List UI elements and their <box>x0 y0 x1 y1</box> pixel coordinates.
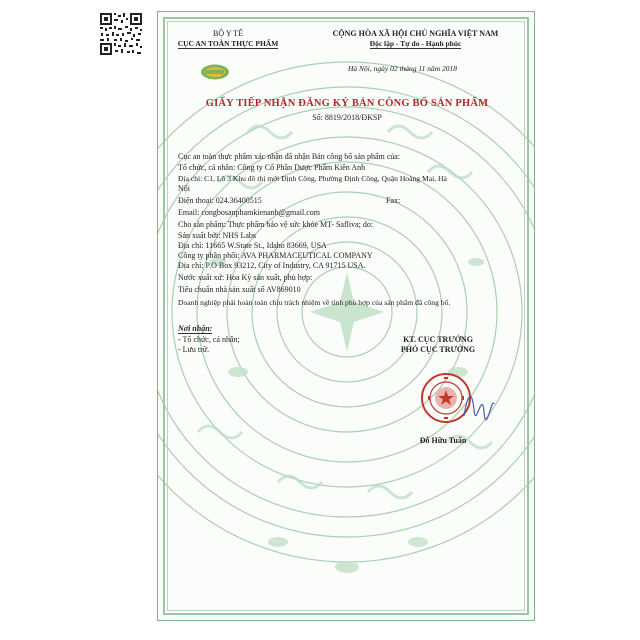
republic-name: CỘNG HÒA XÃ HỘI CHỦ NGHĨA VIỆT NAM <box>332 29 499 38</box>
ministry-name: BỘ Y TẾ <box>213 29 243 38</box>
signature-role: PHÓ CỤC TRƯỞNG <box>400 345 476 354</box>
signer-name: Đỗ Hữu Tuấn <box>419 436 467 445</box>
recipients-label: Nơi nhận: <box>178 324 213 333</box>
issue-date: Hà Nội, ngày 02 tháng 11 năm 2018 <box>348 64 458 73</box>
body-standard: Tiêu chuẩn nhà sản xuất số AV869010 <box>178 285 301 294</box>
recipient-item: - Tổ chức, cá nhân; <box>178 335 240 344</box>
body-product: Cho sản phẩm: Thực phẩm bảo vệ sức khỏe MT- Safliva; do: <box>178 220 374 229</box>
body-intro: Cục an toàn thực phẩm xác nhận đã nhận Bản công bố sản phẩm của: <box>178 152 401 161</box>
food-safety-logo <box>200 64 230 80</box>
document-title: GIẤY TIẾP NHẬN ĐĂNG KÝ BẢN CÔNG BỐ SẢN PHẨM <box>205 98 489 109</box>
body-responsibility: Doanh nghiệp phải hoàn toàn chịu trách nhiệm về tính phù hợp của sản phẩm đã công bố. <box>178 298 451 307</box>
document-number: Số: 8819/2018/ĐKSP <box>312 113 382 122</box>
body-phone: Điện thoại: 024.36400515 <box>178 196 262 205</box>
body-origin: Nước xuất xứ: Hoa Kỳ sản xuất, phù hợp: <box>178 273 313 282</box>
signature-on-behalf: KT. CỤC TRƯỞNG <box>403 335 473 344</box>
qr-code <box>99 12 143 56</box>
body-maker-address: Địa chỉ: 11665 W.State St., Idaho 83669, USA <box>178 241 327 250</box>
body-distributor-address: Địa chỉ: P.O Box 93212, City of Industry, CA 91715 USA. <box>178 261 366 270</box>
decorative-frame-inner <box>167 21 525 611</box>
handwritten-signature <box>458 382 498 422</box>
body-address: Địa chỉ: C1, Lô 3 Khu đô thị mới Định Công, Phường Định Công, Quận Hoàng Mai, Hà <box>178 174 447 183</box>
recipient-item: - Lưu trữ. <box>178 345 210 354</box>
certificate-document <box>157 11 535 621</box>
national-motto: Độc lập - Tự do - Hạnh phúc <box>369 39 462 48</box>
department-name: CỤC AN TOÀN THỰC PHẨM <box>177 39 279 48</box>
body-address-cont: Nội <box>178 184 190 193</box>
body-fax: Fax: <box>386 196 401 205</box>
body-distributor: Công ty phân phối: AVA PHARMACEUTICAL COMPANY <box>178 251 373 260</box>
body-maker: Sản xuất bởi: NHS Labs <box>178 231 257 240</box>
body-organization: Tổ chức, cá nhân: Công ty Cổ Phần Dược Phẩm Kiên Anh <box>178 163 366 172</box>
body-email: Email: congbosanphamkienanh@gmail.com <box>178 208 320 217</box>
